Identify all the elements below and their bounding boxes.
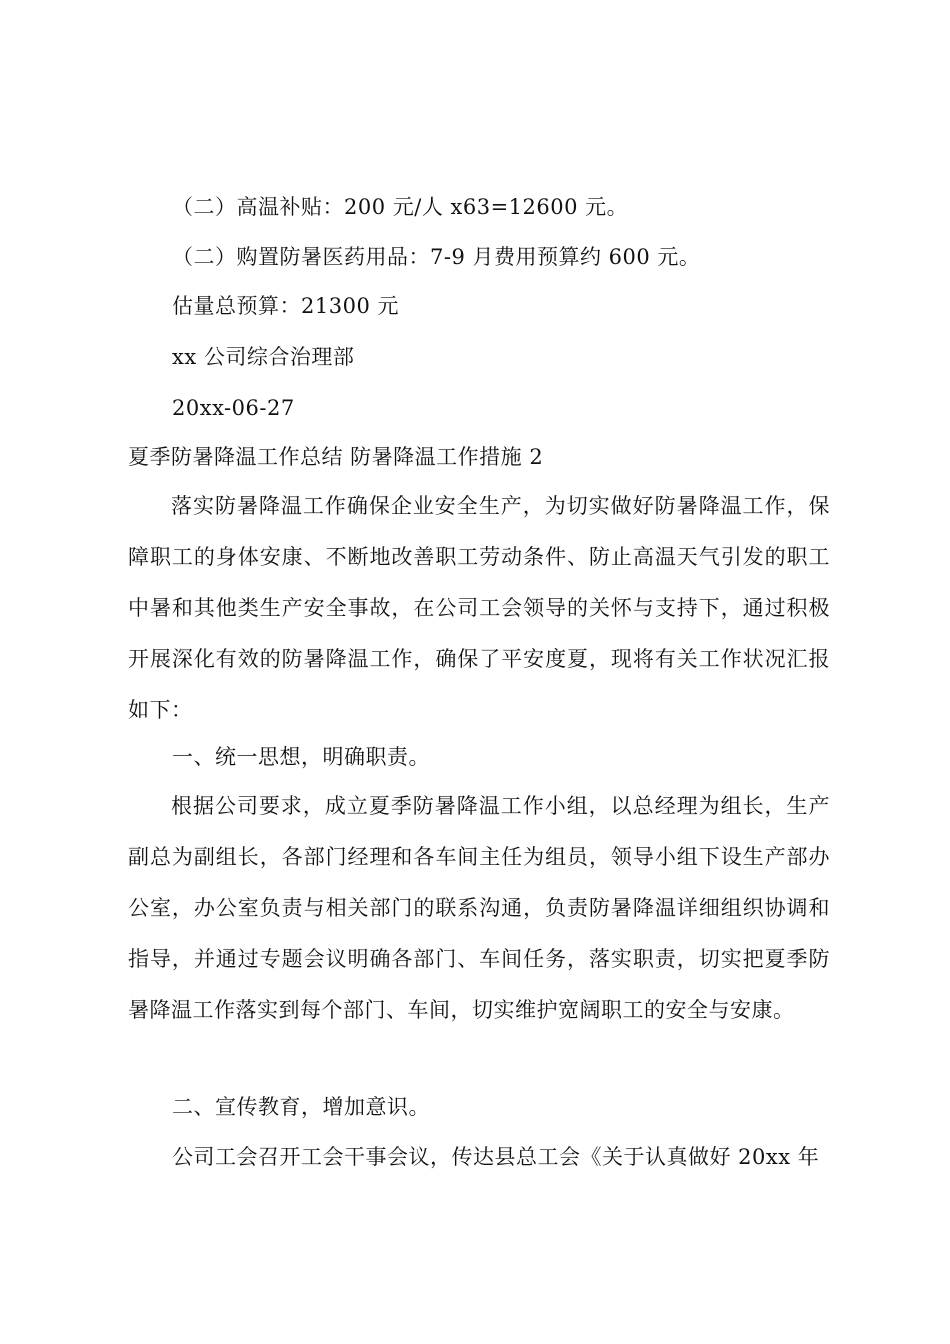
department-signature: xx 公司综合治理部 bbox=[172, 345, 355, 369]
heading-publicity-education: 二、宣传教育，增加意识。 bbox=[172, 1095, 430, 1119]
total-budget: 估量总预算：21300 元 bbox=[172, 294, 399, 318]
document-date: 20xx-06-27 bbox=[172, 396, 295, 420]
paragraph-leadership-group: 根据公司要求，成立夏季防暑降温工作小组，以总经理为组长，生产副总为副组长，各部门经理和各车间主任为组员，领导小组下设生产部办公室，办公室负责与相关部门的联系沟通，负责防暑降温详细组织协调和指导，并通过专题会议明确各部门、车间任务，落实职责，切实把夏季防暑降温工作落实到每个部门、车间，切实维护宽阔职工的安全与安康。 bbox=[128, 794, 830, 1022]
section-title: 夏季防暑降温工作总结 防暑降温工作措施 2 bbox=[128, 445, 544, 469]
budget-item-high-temp-subsidy: （二）高温补贴：200 元/人 x63=12600 元。 bbox=[172, 195, 629, 219]
budget-item-medical-supplies: （二）购置防暑医药用品：7-9 月费用预算约 600 元。 bbox=[172, 245, 701, 269]
heading-unify-thinking: 一、统一思想，明确职责。 bbox=[172, 745, 430, 769]
intro-paragraph: 落实防暑降温工作确保企业安全生产，为切实做好防暑降温工作，保障职工的身体安康、不断地改善职工劳动条件、防止高温天气引发的职工中暑和其他类生产安全事故，在公司工会领导的关怀与支持下，通过积极开展深化有效的防暑降温工作，确保了平安度夏，现将有关工作状况汇报如下： bbox=[128, 494, 830, 722]
paragraph-union-meeting-start: 公司工会召开工会干事会议，传达县总工会《关于认真做好 20xx 年 bbox=[172, 1145, 820, 1169]
